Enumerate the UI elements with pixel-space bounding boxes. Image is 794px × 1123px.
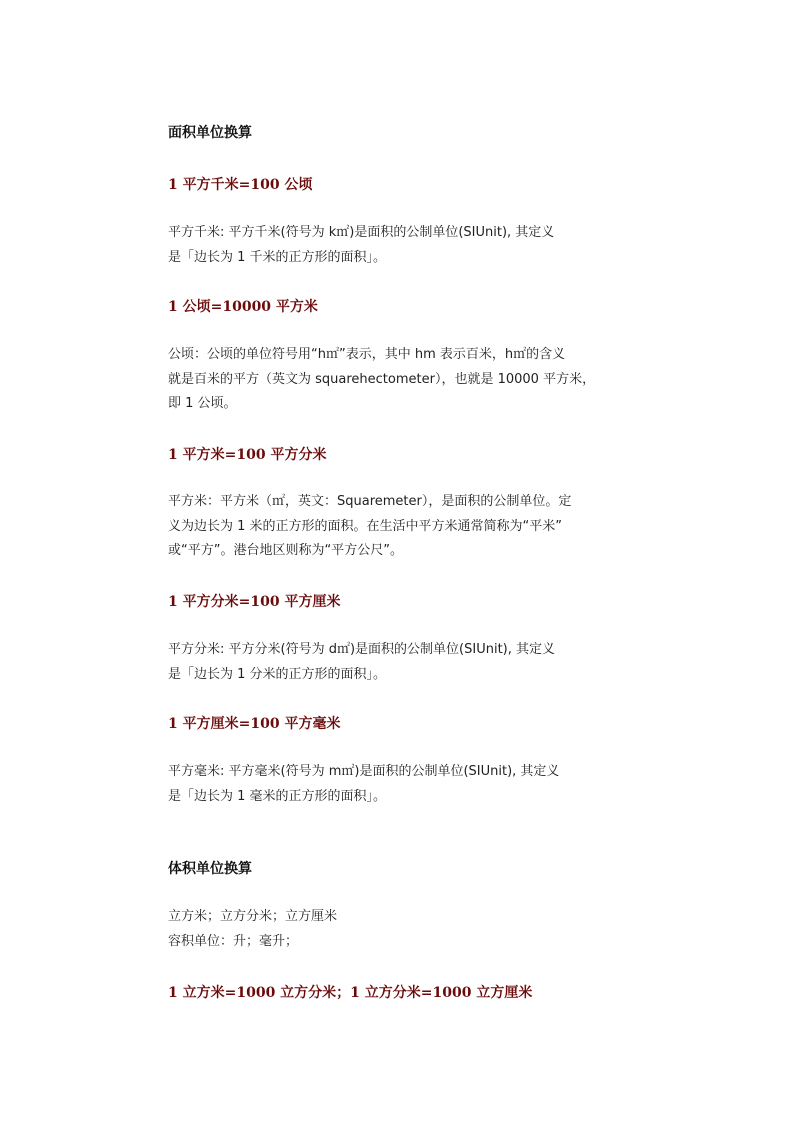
desc-sq-dm [168, 638, 638, 687]
formula-sq-km-to-hectare: 1 平方千米=100 公顷 [168, 177, 313, 193]
desc-line: 立方米；立方分米；立方厘米 [168, 909, 338, 924]
desc-line: 容积单位：升；毫升； [168, 933, 299, 949]
desc-line: 就是百米的平方（英文为 squarehectometer），也就是 10000 平方米， [168, 371, 596, 387]
desc-sq-m [168, 490, 638, 564]
desc-line: 平方千米: 平方千米(符号为 k㎡)是面积的公制单位(SIUnit), 其定义 [168, 225, 555, 240]
desc-line: 平方毫米: 平方毫米(符号为 m㎡)是面积的公制单位(SIUnit), 其定义 [168, 764, 560, 779]
desc-hectare [168, 343, 638, 417]
area-section-title: 面积单位换算 [168, 125, 252, 141]
desc-line: 是「边长为 1 千米的正方形的面积」。 [168, 249, 387, 265]
desc-sq-mm [168, 760, 638, 809]
desc-line: 或“平方”。港台地区则称为“平方公尺”。 [168, 543, 403, 558]
formula-sq-cm-to-sq-mm: 1 平方厘米=100 平方毫米 [168, 716, 341, 732]
formula-volume: 1 立方米=1000 立方分米；1 立方分米=1000 立方厘米 [168, 985, 533, 1001]
formula-sq-m-to-sq-dm: 1 平方米=100 平方分米 [168, 447, 327, 463]
formula-sq-dm-to-sq-cm: 1 平方分米=100 平方厘米 [168, 594, 341, 610]
desc-line: 平方分米: 平方分米(符号为 d㎡)是面积的公制单位(SIUnit), 其定义 [168, 642, 555, 657]
desc-line: 即 1 公顷。 [168, 396, 237, 411]
desc-line: 义为边长为 1 米的正方形的面积。在生活中平方米通常简称为“平米” [168, 518, 563, 534]
desc-line: 公顷：公顷的单位符号用“h㎡”表示，其中 hm 表示百米，h㎡的含义 [168, 347, 566, 362]
volume-section-title: 体积单位换算 [168, 861, 252, 877]
formula-hectare-to-sq-m: 1 公顷=10000 平方米 [168, 299, 318, 315]
desc-line: 平方米：平方米（㎡，英文：Squaremeter），是面积的公制单位。定 [168, 494, 572, 509]
desc-volume-units [168, 905, 638, 954]
desc-line: 是「边长为 1 毫米的正方形的面积」。 [168, 788, 387, 804]
desc-line: 是「边长为 1 分米的正方形的面积」。 [168, 666, 387, 682]
desc-sq-km [168, 221, 638, 270]
